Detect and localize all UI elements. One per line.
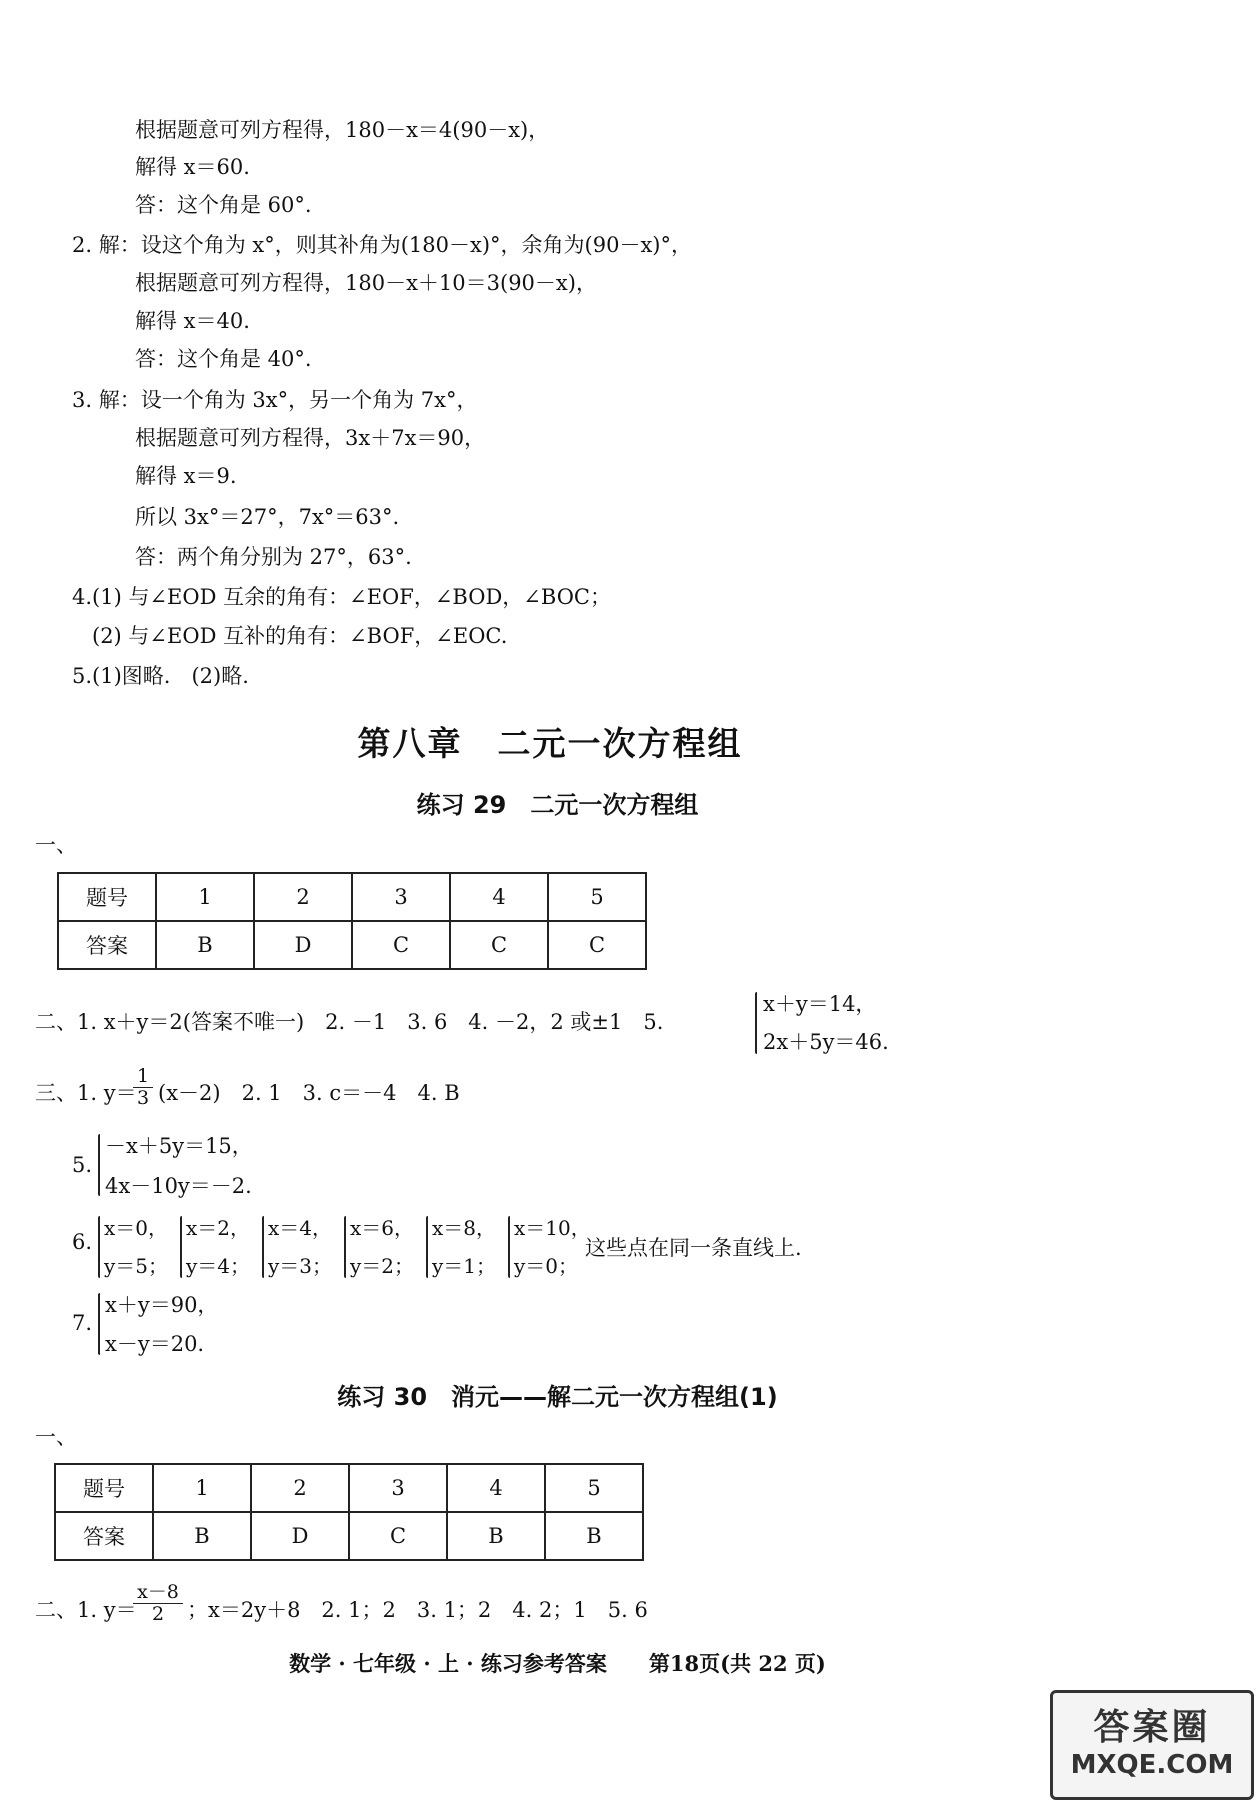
solution-line: 答：这个角是 40°. (135, 347, 312, 371)
answer-line: 二、1. y＝ (35, 1598, 137, 1622)
brace (262, 1216, 264, 1278)
brace (344, 1216, 346, 1278)
table-cell: 1 (156, 873, 254, 921)
system-eq: －x＋5y＝15， (105, 1134, 253, 1158)
watermark-text: 答案圈 (1093, 1707, 1211, 1748)
part-label: 一、 (35, 833, 77, 857)
page-footer: 数学 · 七年级 · 上 · 练习参考答案 第18页(共 22 页) (289, 1651, 826, 1676)
brace (755, 992, 757, 1054)
solution-value: x＝4， (268, 1216, 333, 1240)
solution-line: 答：这个角是 60°. (135, 193, 312, 217)
table-cell: C (450, 921, 548, 969)
solution-line: 2. 解：设这个角为 x°，则其补角为(180－x)°，余角为(90－x)°， (72, 233, 692, 257)
solution-line: 解得 x＝40. (135, 309, 250, 333)
solution-line: 根据题意可列方程得，180－x＋10＝3(90－x)， (135, 271, 597, 295)
brace (98, 1134, 100, 1196)
fraction (133, 1066, 153, 1109)
section-title-ex29: 练习 29 二元一次方程组 (416, 791, 699, 819)
solution-value: y＝3； (268, 1254, 333, 1278)
table-cell: C (349, 1512, 447, 1560)
solution-line: 3. 解：设一个角为 3x°，另一个角为 7x°， (72, 388, 478, 412)
question-label: 5. (72, 1153, 93, 1177)
table-header-cell: 题号 (55, 1464, 153, 1512)
system-eq: x＋y＝90， (105, 1293, 219, 1317)
chapter-title: 第八章 二元一次方程组 (357, 724, 743, 763)
part-label: 一、 (35, 1425, 77, 1449)
solution-value: y＝5； (104, 1254, 169, 1278)
solution-line: 所以 3x°＝27°，7x°＝63°. (135, 505, 400, 529)
table-cell: D (254, 921, 352, 969)
table-cell: 5 (545, 1464, 643, 1512)
table-cell: 3 (352, 873, 450, 921)
solution-line: 根据题意可列方程得，180－x＝4(90－x)， (135, 118, 550, 142)
brace (98, 1293, 100, 1355)
solution-value: x＝2， (186, 1216, 251, 1240)
section-title-ex30: 练习 30 消元——解二元一次方程组(1) (337, 1383, 778, 1411)
solution-line: 解得 x＝9. (135, 464, 237, 488)
table-cell: B (156, 921, 254, 969)
answer-table-ex29 (57, 872, 647, 970)
question-label: 6. (72, 1230, 93, 1254)
solution-line: 4.(1) 与∠EOD 互余的角有：∠EOF，∠BOD，∠BOC； (72, 585, 611, 609)
fraction (133, 1582, 183, 1625)
table-cell: B (153, 1512, 251, 1560)
fraction-numerator: x－8 (133, 1582, 183, 1604)
solution-value: y＝0； (514, 1254, 579, 1278)
fraction-denominator: 2 (151, 1602, 165, 1625)
answer-line: 三、1. y＝ (35, 1081, 137, 1105)
table-cell: 1 (153, 1464, 251, 1512)
table-cell: 2 (251, 1464, 349, 1512)
brace (180, 1216, 182, 1278)
system-eq: x－y＝20. (105, 1332, 205, 1356)
brace (426, 1216, 428, 1278)
question-label: 7. (72, 1311, 93, 1335)
table-cell: 4 (450, 873, 548, 921)
table-cell: B (447, 1512, 545, 1560)
table-cell: B (545, 1512, 643, 1560)
solution-line: 5.(1)图略. (2)略. (72, 664, 249, 688)
table-cell: 5 (548, 873, 646, 921)
answer-line: (x－2) 2. 1 3. c＝－4 4. B (158, 1081, 460, 1105)
solution-value: x＝10， (514, 1216, 591, 1240)
solution-line: (2) 与∠EOD 互补的角有：∠BOF，∠EOC. (92, 624, 508, 648)
watermark-url: MXQE.COM (1070, 1750, 1234, 1780)
fraction-numerator: 1 (133, 1066, 153, 1088)
answer-tail: 这些点在同一条直线上. (585, 1236, 802, 1260)
answer-line: ；x＝2y＋8 2. 1；2 3. 1；2 4. 2；1 5. 6 (187, 1598, 648, 1622)
table-header-cell: 答案 (55, 1512, 153, 1560)
fraction-denominator: 3 (136, 1086, 150, 1109)
solution-value: y＝1； (432, 1254, 497, 1278)
solution-value: y＝4； (186, 1254, 251, 1278)
table-header-cell: 题号 (58, 873, 156, 921)
solution-value: x＝6， (350, 1216, 415, 1240)
answer-line: 二、1. x＋y＝2(答案不唯一) 2. －1 3. 6 4. －2，2 或±1 5. (35, 1010, 664, 1034)
solution-line: 答：两个角分别为 27°，63°. (135, 545, 412, 569)
watermark-logo (1050, 1690, 1254, 1800)
solution-value: y＝2； (350, 1254, 415, 1278)
solution-value: x＝8， (432, 1216, 497, 1240)
brace (508, 1216, 510, 1278)
solution-value: x＝0， (104, 1216, 169, 1240)
table-cell: 2 (254, 873, 352, 921)
table-cell: 3 (349, 1464, 447, 1512)
solution-line: 解得 x＝60. (135, 155, 250, 179)
brace (98, 1216, 100, 1278)
table-header-cell: 答案 (58, 921, 156, 969)
system-eq: x＋y＝14， (763, 992, 877, 1016)
table-cell: C (352, 921, 450, 969)
table-cell: 4 (447, 1464, 545, 1512)
table-cell: C (548, 921, 646, 969)
system-eq: 2x＋5y＝46. (763, 1030, 889, 1054)
system-eq: 4x－10y＝－2. (105, 1174, 252, 1198)
answer-table-ex30 (54, 1463, 644, 1561)
solution-line: 根据题意可列方程得，3x＋7x＝90， (135, 426, 486, 450)
table-cell: D (251, 1512, 349, 1560)
